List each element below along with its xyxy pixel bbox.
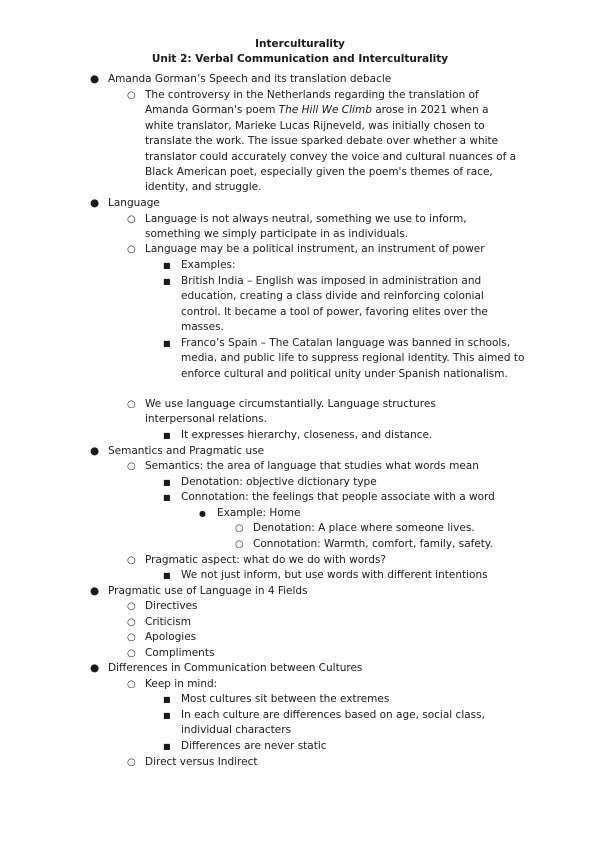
hollow-circle-bullet-icon: ○ xyxy=(127,461,136,472)
hollow-circle-bullet-icon: ○ xyxy=(127,648,136,659)
filled-circle-bullet-icon: ● xyxy=(199,509,206,518)
filled-circle-bullet-icon: ● xyxy=(90,585,100,597)
hollow-circle-bullet-icon: ○ xyxy=(127,214,136,225)
hollow-circle-bullet-icon: ○ xyxy=(127,601,136,612)
square-bullet-icon: ■ xyxy=(163,711,171,720)
hollow-circle-bullet-icon: ○ xyxy=(127,90,136,101)
square-bullet-icon: ■ xyxy=(163,277,171,286)
filled-circle-bullet-icon: ● xyxy=(90,73,100,85)
square-bullet-icon: ■ xyxy=(163,339,171,348)
filled-circle-bullet-icon: ● xyxy=(90,445,100,457)
hollow-circle-bullet-icon: ○ xyxy=(235,539,244,550)
hollow-circle-bullet-icon: ○ xyxy=(127,399,136,410)
hollow-circle-bullet-icon: ○ xyxy=(235,523,244,534)
poem-title: The Hill We Climb xyxy=(278,104,372,117)
filled-circle-bullet-icon: ● xyxy=(90,197,100,209)
square-bullet-icon: ■ xyxy=(163,742,171,751)
square-bullet-icon: ■ xyxy=(163,478,171,487)
hollow-circle-bullet-icon: ○ xyxy=(127,757,136,768)
square-bullet-icon: ■ xyxy=(163,261,171,270)
filled-circle-bullet-icon: ● xyxy=(90,662,100,674)
hollow-circle-bullet-icon: ○ xyxy=(127,555,136,566)
hollow-circle-bullet-icon: ○ xyxy=(127,632,136,643)
square-bullet-icon: ■ xyxy=(163,695,171,704)
square-bullet-icon: ■ xyxy=(163,571,171,580)
square-bullet-icon: ■ xyxy=(163,493,171,502)
hollow-circle-bullet-icon: ○ xyxy=(127,617,136,628)
hollow-circle-bullet-icon: ○ xyxy=(127,679,136,690)
doc-title: Interculturality xyxy=(255,38,345,50)
document-page: Interculturality Unit 2: Verbal Communication and Interculturality ● Amanda Gorman’s Speech and its translation debacle ○ The controversy in the Netherlands regarding the translation of Amanda Gorman's poem The Hill We Climb arose in 2021 when a white translator, Marieke Lucas Rijneveld, was initially chosen to translate the work. The issue sparked debate over whether a white translator could accurately convey the voice and cultural nuances of a Black American poet, especially given the poem's themes of race, identity, and struggle. ● Language ○ Language is not always neutral, something we use to inform, something we simply participate in as individuals. ○ Language may be a political instrument, an instrument of power ■ Examples: ■ British India – English was imposed in administration and education, creating a class divide and reinforcing colonial control. It became a tool of power, favoring elites over the masses. ■ Franco’s Spain – The Catalan language was banned in schools, media, and public life to suppress regional identity. This aimed to enforce cultural and political unity under Spanish nationalism. ○ We use language circumstantially. Language structures interpersonal relations. ■ It expresses hierarchy, closeness, and distance. ● Semantics and Pragmatic use ○ Semantics: the area of language that studies what words mean ■ Denotation: objective dictionary type ■ Connotation: the feelings that people associate with a word ● Example: Home ○ Denotation: A place where someone lives. ○ Connotation: Warmth, comfort, family, safety. ○ Pragmatic aspect: what do we do with words? ■ We not just inform, but use words with different intentions ● Pragmatic use of Language in 4 Fields ○ Directives ○ Criticism ○ Apologies ○ Compliments ● Differences in Communication between Cultures ○ Keep in mind: ■ Most cultures sit between the extremes ■ In each culture are differences based on age, social class, individual characters ■ Differences are never static ○ Direct versus Indirect xyxy=(0,0,600,848)
hollow-circle-bullet-icon: ○ xyxy=(127,244,136,255)
doc-subtitle: Unit 2: Verbal Communication and Interculturality xyxy=(151,53,449,65)
square-bullet-icon: ■ xyxy=(163,431,171,440)
